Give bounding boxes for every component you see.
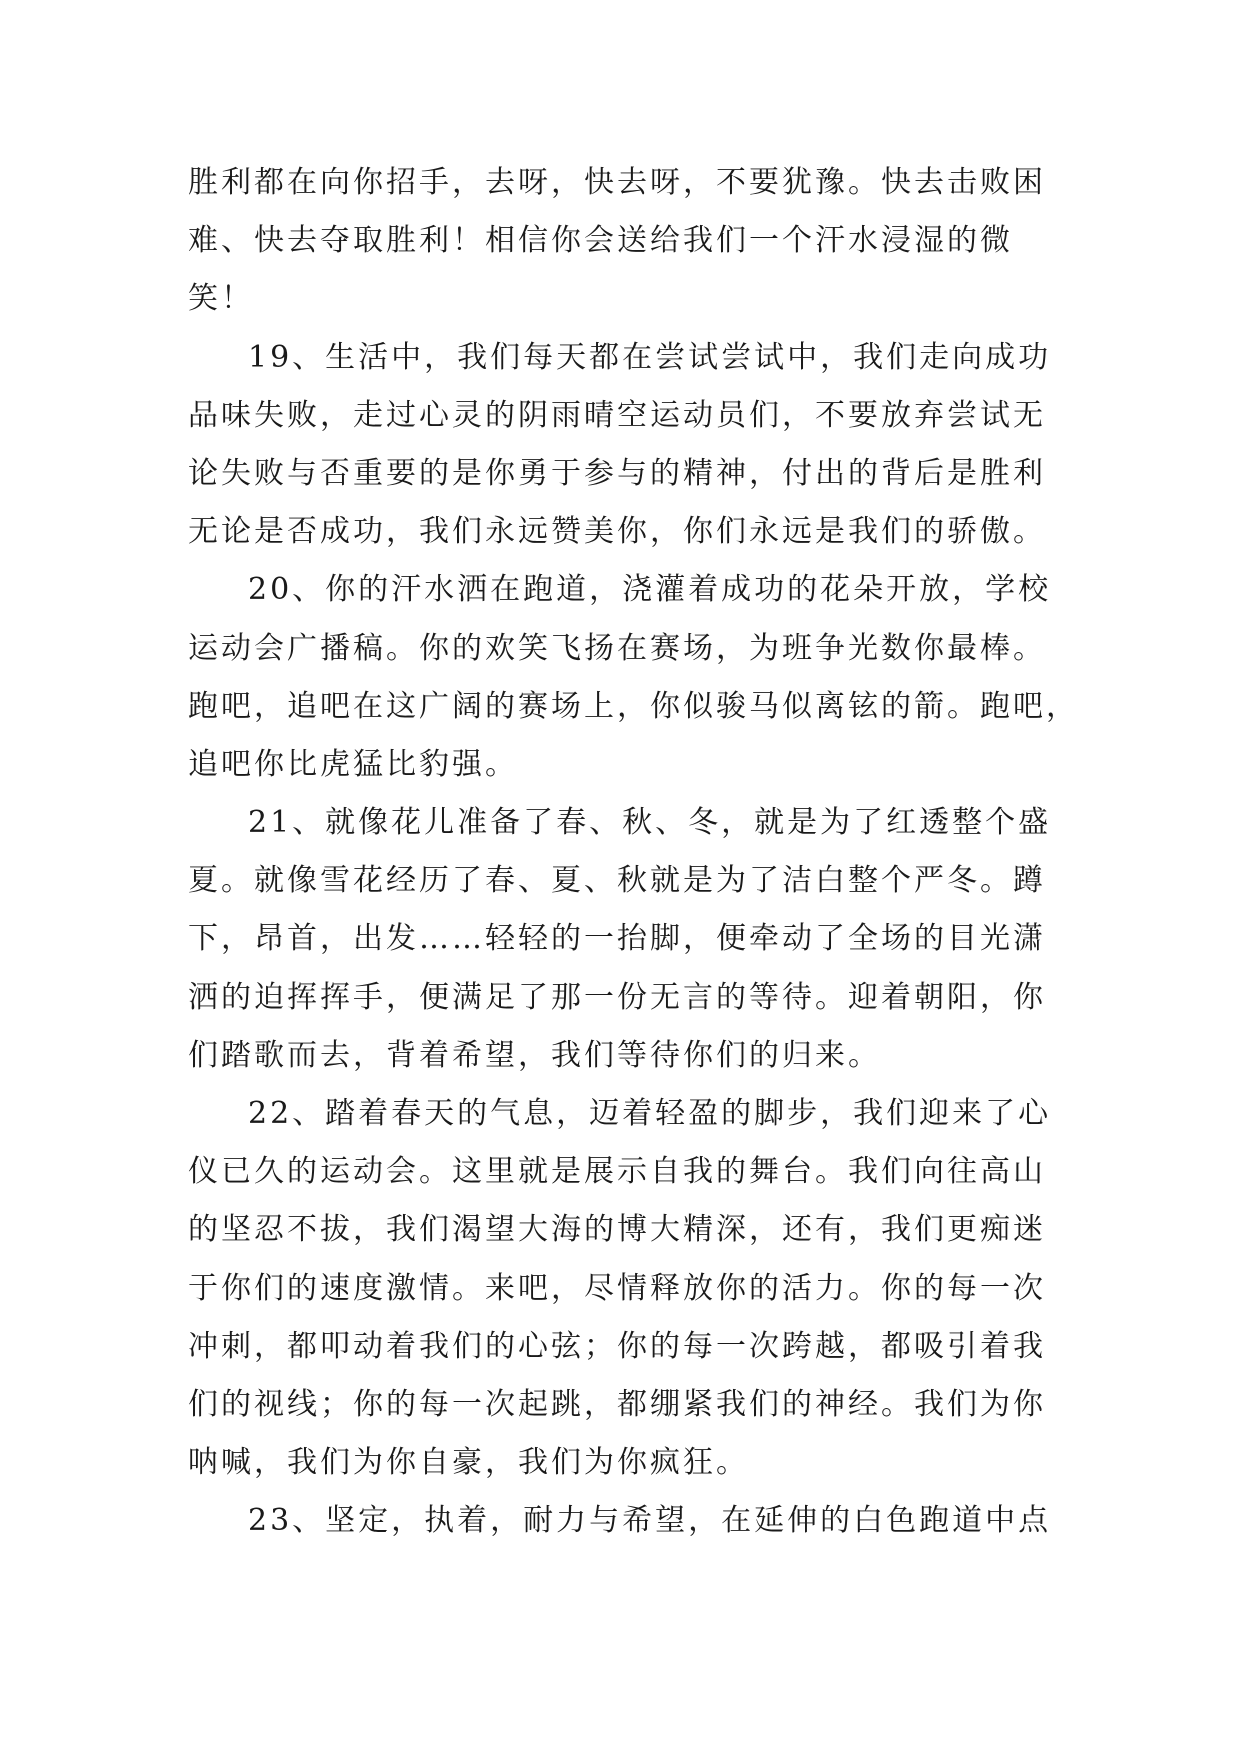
body-text — [188, 154, 1079, 1551]
text-line: 于你们的速度激情。来吧，尽情释放你的活力。你的每一次 — [188, 1270, 1046, 1306]
text-line: 呐喊，我们为你自豪，我们为你疯狂。 — [188, 1445, 749, 1481]
text-line: 洒的迫挥挥手，便满足了那一份无言的等待。迎着朝阳，你 — [188, 979, 1046, 1015]
text-line: 们的视线；你的每一次起跳，都绷紧我们的神经。我们为你 — [188, 1386, 1046, 1422]
text-line: 论失败与否重要的是你勇于参与的精神，付出的背后是胜利 — [188, 455, 1046, 491]
text-line: 夏。就像雪花经历了春、夏、秋就是为了洁白整个严冬。蹲 — [188, 863, 1046, 899]
paragraph-start-line: 21、就像花儿准备了春、秋、冬，就是为了红透整个盛 — [248, 805, 1052, 841]
text-line: 追吧你比虎猛比豹强。 — [188, 746, 518, 782]
text-line: 品味失败，走过心灵的阴雨晴空运动员们，不要放弃尝试无 — [188, 397, 1046, 433]
text-line: 跑吧，追吧在这广阔的赛场上，你似骏马似离铉的箭。跑吧， — [188, 688, 1079, 724]
paragraph-start-line: 22、踏着春天的气息，迈着轻盈的脚步，我们迎来了心 — [248, 1096, 1052, 1131]
text-line: 们踏歌而去，背着希望，我们等待你们的归来。 — [188, 1037, 881, 1073]
text-line: 运动会广播稿。你的欢笑飞扬在赛场，为班争光数你最棒。 — [188, 630, 1046, 666]
paragraph-start-line: 20、你的汗水洒在跑道，浇灌着成功的花朵开放，学校 — [248, 572, 1052, 608]
paragraph-start-line: 19、生活中，我们每天都在尝试尝试中，我们走向成功 — [248, 339, 1052, 375]
text-line: 冲刺，都叩动着我们的心弦；你的每一次跨越，都吸引着我 — [188, 1328, 1046, 1364]
text-line: 胜利都在向你招手，去呀，快去呀，不要犹豫。快去击败困 — [188, 165, 1046, 200]
paragraph-start-line: 23、坚定，执着，耐力与希望，在延伸的白色跑道中点 — [248, 1503, 1052, 1539]
text-line: 难、快去夺取胜利！相信你会送给我们一个汗水浸湿的微 — [188, 223, 1013, 259]
text-line: 的坚忍不拔，我们渴望大海的博大精深，还有，我们更痴迷 — [188, 1212, 1046, 1248]
text-line: 仪已久的运动会。这里就是展示自我的舞台。我们向往高山 — [188, 1154, 1046, 1190]
text-line: 无论是否成功，我们永远赞美你，你们永远是我们的骄傲。 — [188, 514, 1046, 550]
text-line: 下，昂首，出发……轻轻的一抬脚，便牵动了全场的目光潇 — [188, 921, 1046, 957]
text-line: 笑！ — [188, 281, 254, 317]
